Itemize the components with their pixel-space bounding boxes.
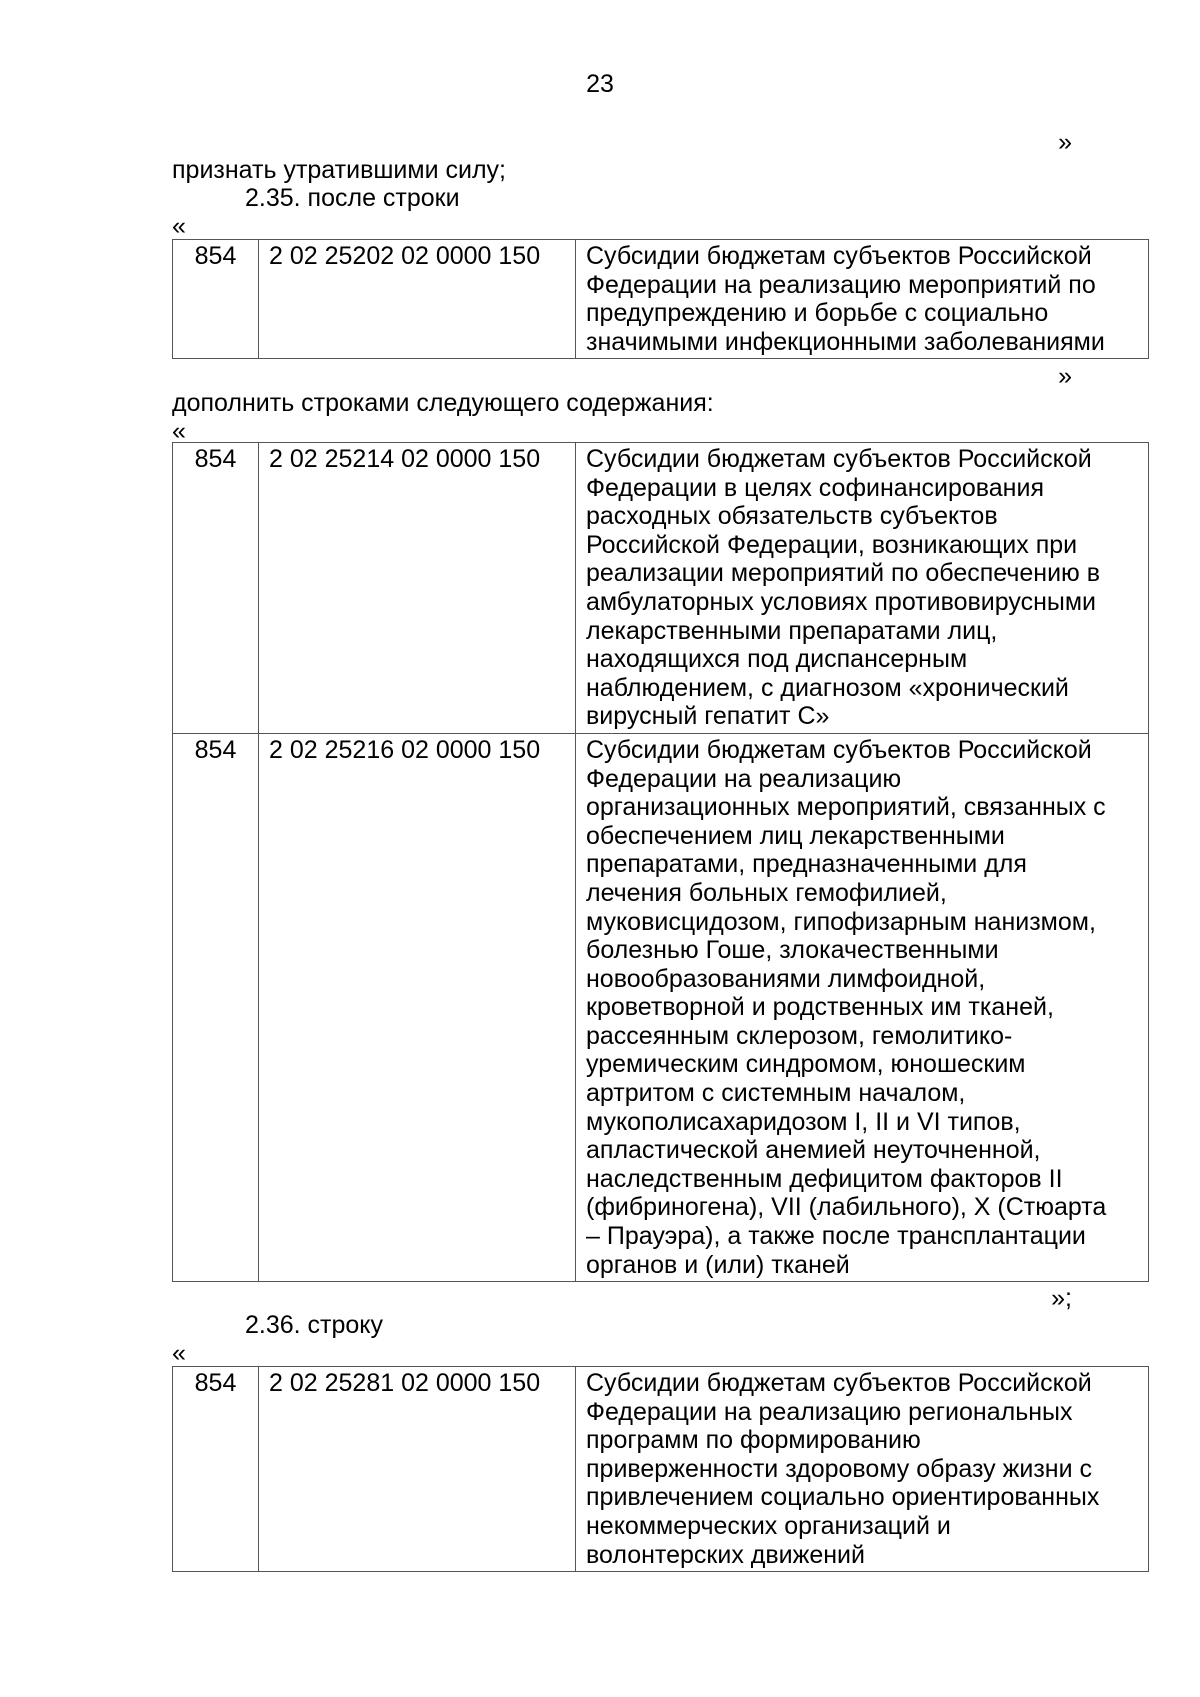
opening-quote: « (172, 1339, 186, 1367)
budget-code-cell: 2 02 25216 02 0000 150 (259, 733, 576, 1281)
description-line: наблюдением, с диагнозом «хронический (586, 673, 1069, 702)
description-line: волонтерских движений (586, 1540, 865, 1569)
description-line: некоммерческих организаций и (586, 1511, 951, 1540)
item-2-36-heading: 2.36. строку (245, 1311, 384, 1339)
admin-code-cell: 854 (173, 240, 259, 359)
description-line: находящихся под диспансерным (586, 645, 968, 674)
closing-quote-semicolon: »; (1051, 1284, 1072, 1312)
closing-quote: » (1058, 128, 1072, 156)
description-line: Федерации в целях софинансирования (586, 473, 1044, 502)
admin-code-cell: 854 (173, 733, 259, 1281)
table-row (173, 240, 1149, 359)
closing-quote: » (1058, 362, 1072, 390)
page-number: 23 (586, 70, 614, 98)
description-line: Федерации на реализацию региональных (586, 1397, 1073, 1426)
description-line: Федерации на реализацию мероприятий по (586, 270, 1096, 299)
admin-code-cell: 854 (173, 443, 259, 734)
table-after-row (172, 239, 1149, 359)
description-line: значимыми инфекционными заболеваниями (586, 327, 1105, 356)
opening-quote: « (172, 417, 186, 445)
table-added-rows (172, 442, 1149, 1282)
item-2-35-heading: 2.35. после строки (245, 184, 460, 212)
description-line: амбулаторных условиях противовирусными (586, 587, 1097, 616)
description-line: организационных мероприятий, связанных с (586, 793, 1106, 822)
description-line: реализации мероприятий по обеспечению в (586, 559, 1101, 588)
budget-code-cell: 2 02 25214 02 0000 150 (259, 443, 576, 734)
description-line: болезнью Гоше, злокачественными (586, 936, 999, 965)
description-line: (фибриногена), VII (лабильного), X (Стюарта (586, 1193, 1107, 1222)
description-line: органов и (или) тканей (586, 1250, 850, 1279)
description-cell (576, 733, 1149, 1281)
description-line: муковисцидозом, гипофизарным нанизмом, (586, 907, 1096, 936)
description-line: Субсидии бюджетам субъектов Российской (586, 242, 1092, 270)
budget-code-cell: 2 02 25202 02 0000 150 (259, 240, 576, 359)
description-line: приверженности здоровому образу жизни с (586, 1454, 1092, 1483)
description-line: привлечением социально ориентированных (586, 1483, 1100, 1512)
description-cell (576, 443, 1149, 734)
description-line: обеспечением лиц лекарственными (586, 821, 1005, 850)
description-cell (576, 240, 1149, 359)
description-line: кроветворной и родственных им тканей, (586, 993, 1054, 1022)
table-2-36-row (172, 1366, 1149, 1572)
description-line: лечения больных гемофилией, (586, 878, 947, 907)
description-line: рассеянным склерозом, гемолитико- (586, 1021, 1013, 1050)
description-line: Субсидии бюджетам субъектов Российской (586, 1369, 1092, 1397)
table-row (173, 733, 1149, 1281)
paragraph-supplement: дополнить строками следующего содержания: (172, 389, 714, 417)
description-line: артритом с системным началом, (586, 1079, 966, 1108)
description-line: вирусный гепатит С» (586, 702, 830, 731)
description-line: расходных обязательств субъектов (586, 502, 998, 531)
budget-code-cell: 2 02 25281 02 0000 150 (259, 1367, 576, 1572)
description-line: уремическим синдромом, юношеским (586, 1050, 1026, 1079)
admin-code-cell: 854 (173, 1367, 259, 1572)
description-line: препаратами, предназначенными для (586, 850, 1027, 879)
description-line: лекарственными препаратами лиц, (586, 616, 998, 645)
description-cell (576, 1367, 1149, 1572)
paragraph-invalidate: признать утратившими силу; (172, 156, 506, 184)
description-line: Федерации на реализацию (586, 764, 902, 793)
description-line: мукополисахаридозом I, II и VI типов, (586, 1107, 1021, 1136)
description-line: новообразованиями лимфоидной, (586, 964, 986, 993)
opening-quote: « (172, 212, 186, 240)
description-line: апластической анемией неуточненной, (586, 1136, 1041, 1165)
description-line: предупреждению и борьбе с социально (586, 299, 1049, 328)
table-row (173, 1367, 1149, 1572)
description-line: наследственным дефицитом факторов II (586, 1164, 1063, 1193)
description-line: Российской Федерации, возникающих при (586, 530, 1078, 559)
description-line: Субсидии бюджетам субъектов Российской (586, 445, 1092, 473)
description-line: Субсидии бюджетам субъектов Российской (586, 735, 1092, 764)
description-line: – Прауэра), а также после трансплантации (586, 1222, 1086, 1251)
table-row (173, 443, 1149, 734)
description-line: программ по формированию (586, 1426, 921, 1455)
